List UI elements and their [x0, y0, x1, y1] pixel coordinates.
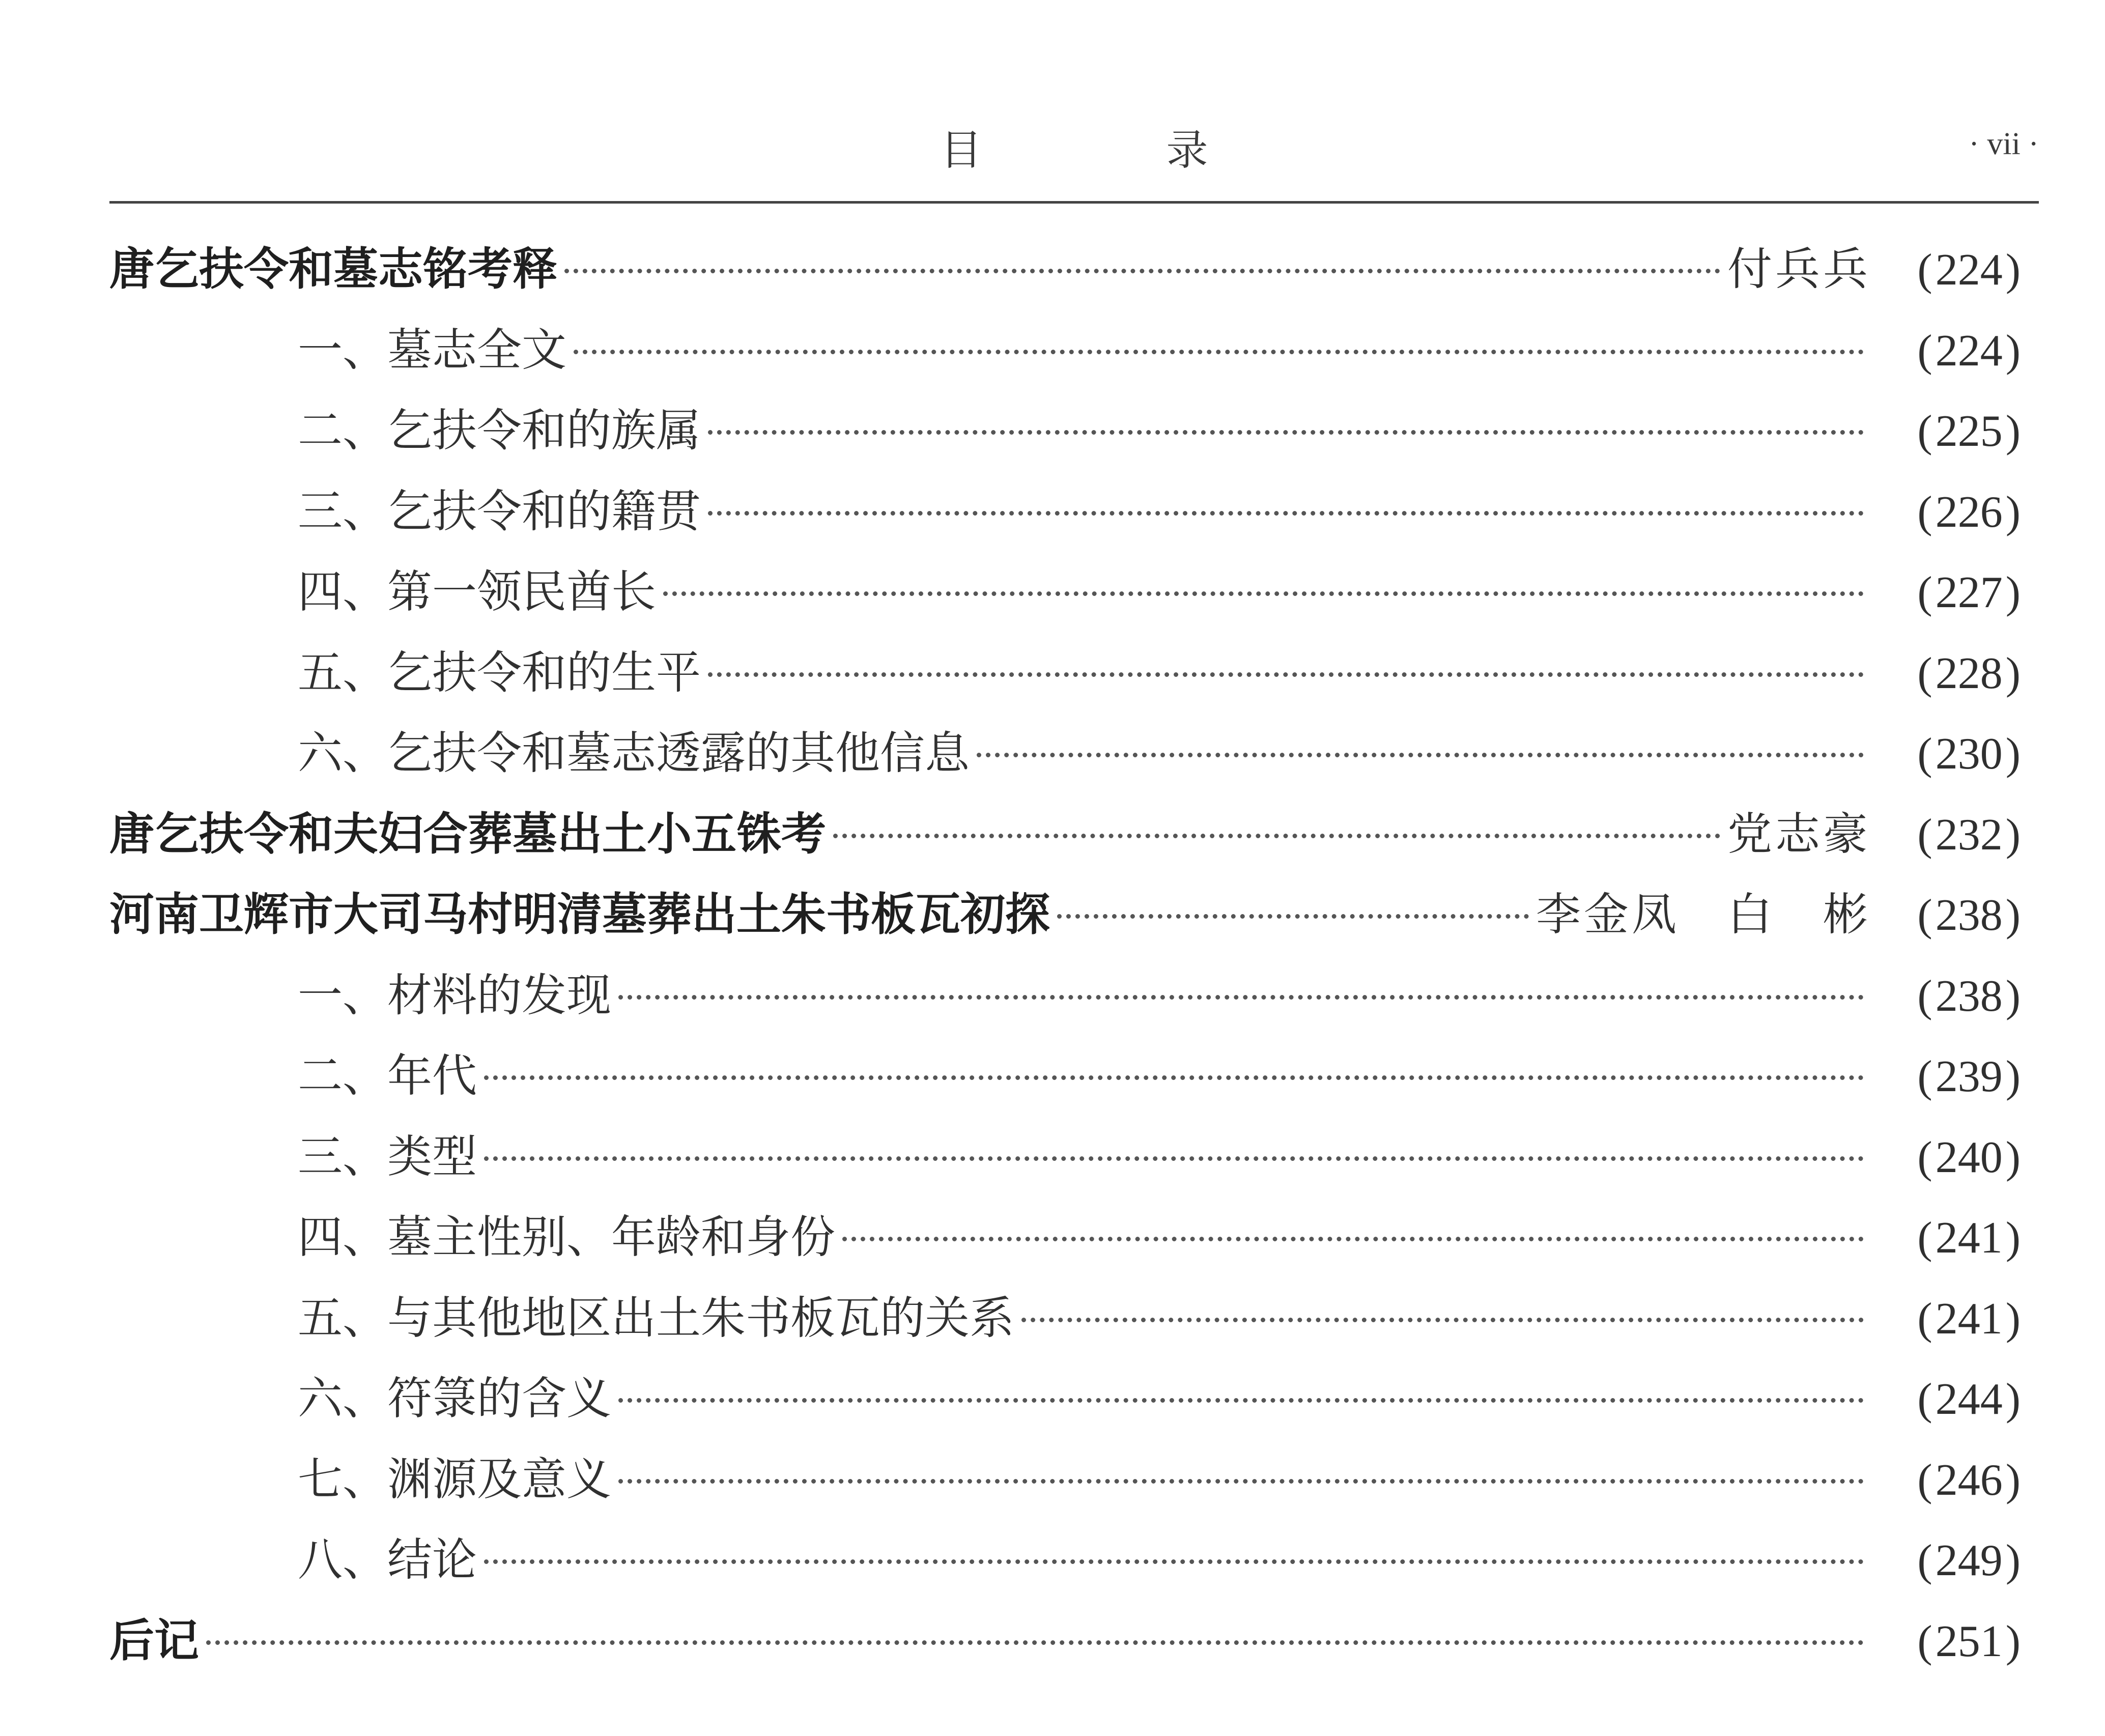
page-number: 224	[1935, 245, 2003, 295]
toc-entry-title: 七、渊源及意义	[298, 1453, 612, 1505]
dot-leader	[977, 753, 1864, 757]
toc-entry-section[interactable]	[109, 713, 2024, 794]
toc-entry-author: 李金凤 白 彬	[1535, 888, 1871, 941]
open-paren: (	[1917, 487, 1932, 537]
toc-entry-page	[1871, 1118, 2024, 1198]
toc-entry-title: 唐乞扶令和墓志铭考释	[109, 243, 558, 295]
page-number: 251	[1935, 1616, 2003, 1666]
page-number: 246	[1935, 1455, 2003, 1505]
close-paren: )	[2005, 407, 2021, 456]
page-number: 238	[1935, 891, 2003, 940]
page-number: 241	[1935, 1213, 2003, 1263]
open-paren: (	[1917, 729, 1932, 779]
close-paren: )	[2005, 1616, 2021, 1666]
toc-entry-title: 四、第一领民酋长	[298, 565, 657, 618]
open-paren: (	[1917, 245, 1932, 295]
dot-leader	[1021, 1318, 1864, 1322]
page-number-label: · vii ·	[1969, 127, 2039, 161]
toc-entry-page	[1871, 311, 2024, 391]
close-paren: )	[2005, 326, 2021, 376]
page-title: 目 录	[940, 126, 1279, 175]
toc-entry-section[interactable]	[109, 1036, 2024, 1117]
close-paren: )	[2005, 971, 2021, 1021]
close-paren: )	[2005, 729, 2021, 779]
dot-leader	[206, 1640, 1864, 1645]
toc-entry-page	[1871, 1602, 2024, 1682]
toc-entry-article[interactable]	[109, 1601, 2024, 1682]
dot-leader	[618, 995, 1864, 1000]
toc-entry-section[interactable]	[109, 552, 2024, 633]
toc-entry-section[interactable]	[109, 1278, 2024, 1359]
toc-entry-title: 五、乞扶令和的生平	[298, 646, 701, 699]
toc-entry-title: 唐乞扶令和夫妇合葬墓出土小五铢考	[109, 807, 827, 860]
close-paren: )	[2005, 1375, 2021, 1424]
toc-entry-section[interactable]	[109, 1520, 2024, 1601]
open-paren: (	[1917, 568, 1932, 617]
page-number: 238	[1935, 971, 2003, 1021]
close-paren: )	[2005, 1132, 2021, 1182]
open-paren: (	[1917, 810, 1932, 860]
toc-entry-title: 三、乞扶令和的籍贯	[298, 485, 701, 537]
toc-entry-title: 一、材料的发现	[298, 969, 612, 1021]
page-number: 232	[1935, 810, 2003, 860]
dot-leader	[574, 350, 1864, 354]
close-paren: )	[2005, 1294, 2021, 1344]
close-paren: )	[2005, 1455, 2021, 1505]
toc-entry-section[interactable]	[109, 310, 2024, 391]
dot-leader	[708, 430, 1864, 435]
toc-entry-page	[1871, 230, 2024, 310]
dot-leader	[618, 1479, 1864, 1484]
toc-entry-title: 二、乞扶令和的族属	[298, 404, 701, 457]
toc-entry-section[interactable]	[109, 1439, 2024, 1520]
running-header	[109, 107, 2039, 193]
toc-entry-title: 六、符箓的含义	[298, 1372, 612, 1425]
page-number: 224	[1935, 326, 2003, 376]
open-paren: (	[1917, 1294, 1932, 1344]
page-number: 228	[1935, 648, 2003, 698]
open-paren: (	[1917, 891, 1932, 940]
dot-leader	[842, 1237, 1864, 1241]
page-number: 226	[1935, 487, 2003, 537]
toc-entry-section[interactable]	[109, 633, 2024, 714]
page-number: 225	[1935, 407, 2003, 456]
header-rule	[109, 201, 2039, 204]
toc-entry-title: 八、结论	[298, 1533, 477, 1586]
toc-entry-page	[1871, 1279, 2024, 1359]
open-paren: (	[1917, 1455, 1932, 1505]
toc-entry-article[interactable]	[109, 794, 2024, 875]
toc-entry-title: 五、与其他地区出土朱书板瓦的关系	[298, 1291, 1015, 1344]
open-paren: (	[1917, 1536, 1932, 1585]
toc-entry-section[interactable]	[109, 1358, 2024, 1439]
toc-entry-author: 党志豪	[1727, 807, 1871, 860]
table-of-contents	[109, 229, 2024, 1681]
open-paren: (	[1917, 1616, 1932, 1666]
toc-entry-title: 一、墓志全文	[298, 323, 567, 376]
toc-entry-page	[1871, 1198, 2024, 1278]
dot-leader	[708, 511, 1864, 516]
toc-entry-page	[1871, 553, 2024, 633]
toc-entry-page	[1871, 795, 2024, 875]
open-paren: (	[1917, 1132, 1932, 1182]
close-paren: )	[2005, 810, 2021, 860]
page-number: 230	[1935, 729, 2003, 779]
dot-leader	[484, 1559, 1864, 1564]
toc-entry-section[interactable]	[109, 471, 2024, 552]
open-paren: (	[1917, 1375, 1932, 1424]
toc-entry-title: 三、类型	[298, 1130, 477, 1183]
open-paren: (	[1917, 1213, 1932, 1263]
toc-entry-page	[1871, 714, 2024, 794]
toc-entry-page	[1871, 472, 2024, 553]
close-paren: )	[2005, 891, 2021, 940]
dot-leader	[564, 269, 1720, 273]
open-paren: (	[1917, 648, 1932, 698]
toc-entry-author: 付兵兵	[1727, 243, 1871, 295]
dot-leader	[833, 834, 1720, 838]
toc-entry-page	[1871, 875, 2024, 956]
close-paren: )	[2005, 487, 2021, 537]
toc-entry-page	[1871, 1037, 2024, 1117]
toc-entry-page	[1871, 1521, 2024, 1601]
open-paren: (	[1917, 407, 1932, 456]
dot-leader	[1057, 914, 1529, 919]
toc-entry-page	[1871, 1359, 2024, 1440]
toc-entry-page	[1871, 634, 2024, 714]
close-paren: )	[2005, 648, 2021, 698]
toc-entry-page	[1871, 1440, 2024, 1521]
toc-entry-article[interactable]	[109, 874, 2024, 955]
toc-entry-title: 二、年代	[298, 1049, 477, 1102]
dot-leader	[484, 1075, 1864, 1080]
toc-entry-article[interactable]	[109, 229, 2024, 310]
toc-entry-section[interactable]	[109, 390, 2024, 471]
open-paren: (	[1917, 326, 1932, 376]
dot-leader	[484, 1156, 1864, 1161]
dot-leader	[618, 1398, 1864, 1403]
page-number: 239	[1935, 1052, 2003, 1101]
toc-entry-title: 六、乞扶令和墓志透露的其他信息	[298, 727, 970, 779]
toc-entry-section[interactable]	[109, 955, 2024, 1036]
open-paren: (	[1917, 971, 1932, 1021]
page-number: 241	[1935, 1294, 2003, 1344]
dot-leader	[708, 672, 1864, 677]
open-paren: (	[1917, 1052, 1932, 1101]
page-number: 249	[1935, 1536, 2003, 1585]
toc-entry-title: 后记	[109, 1614, 200, 1667]
close-paren: )	[2005, 1536, 2021, 1585]
page-number: 240	[1935, 1132, 2003, 1182]
toc-entry-page	[1871, 956, 2024, 1037]
close-paren: )	[2005, 568, 2021, 617]
close-paren: )	[2005, 1052, 2021, 1101]
toc-entry-title: 四、墓主性别、年龄和身份	[298, 1211, 836, 1263]
page-number: 244	[1935, 1375, 2003, 1424]
toc-entry-section[interactable]	[109, 1197, 2024, 1278]
toc-entry-title: 河南卫辉市大司马村明清墓葬出土朱书板瓦初探	[109, 888, 1050, 941]
toc-entry-page	[1871, 391, 2024, 472]
dot-leader	[663, 591, 1864, 596]
close-paren: )	[2005, 1213, 2021, 1263]
close-paren: )	[2005, 245, 2021, 295]
page-number: 227	[1935, 568, 2003, 617]
toc-entry-section[interactable]	[109, 1117, 2024, 1198]
